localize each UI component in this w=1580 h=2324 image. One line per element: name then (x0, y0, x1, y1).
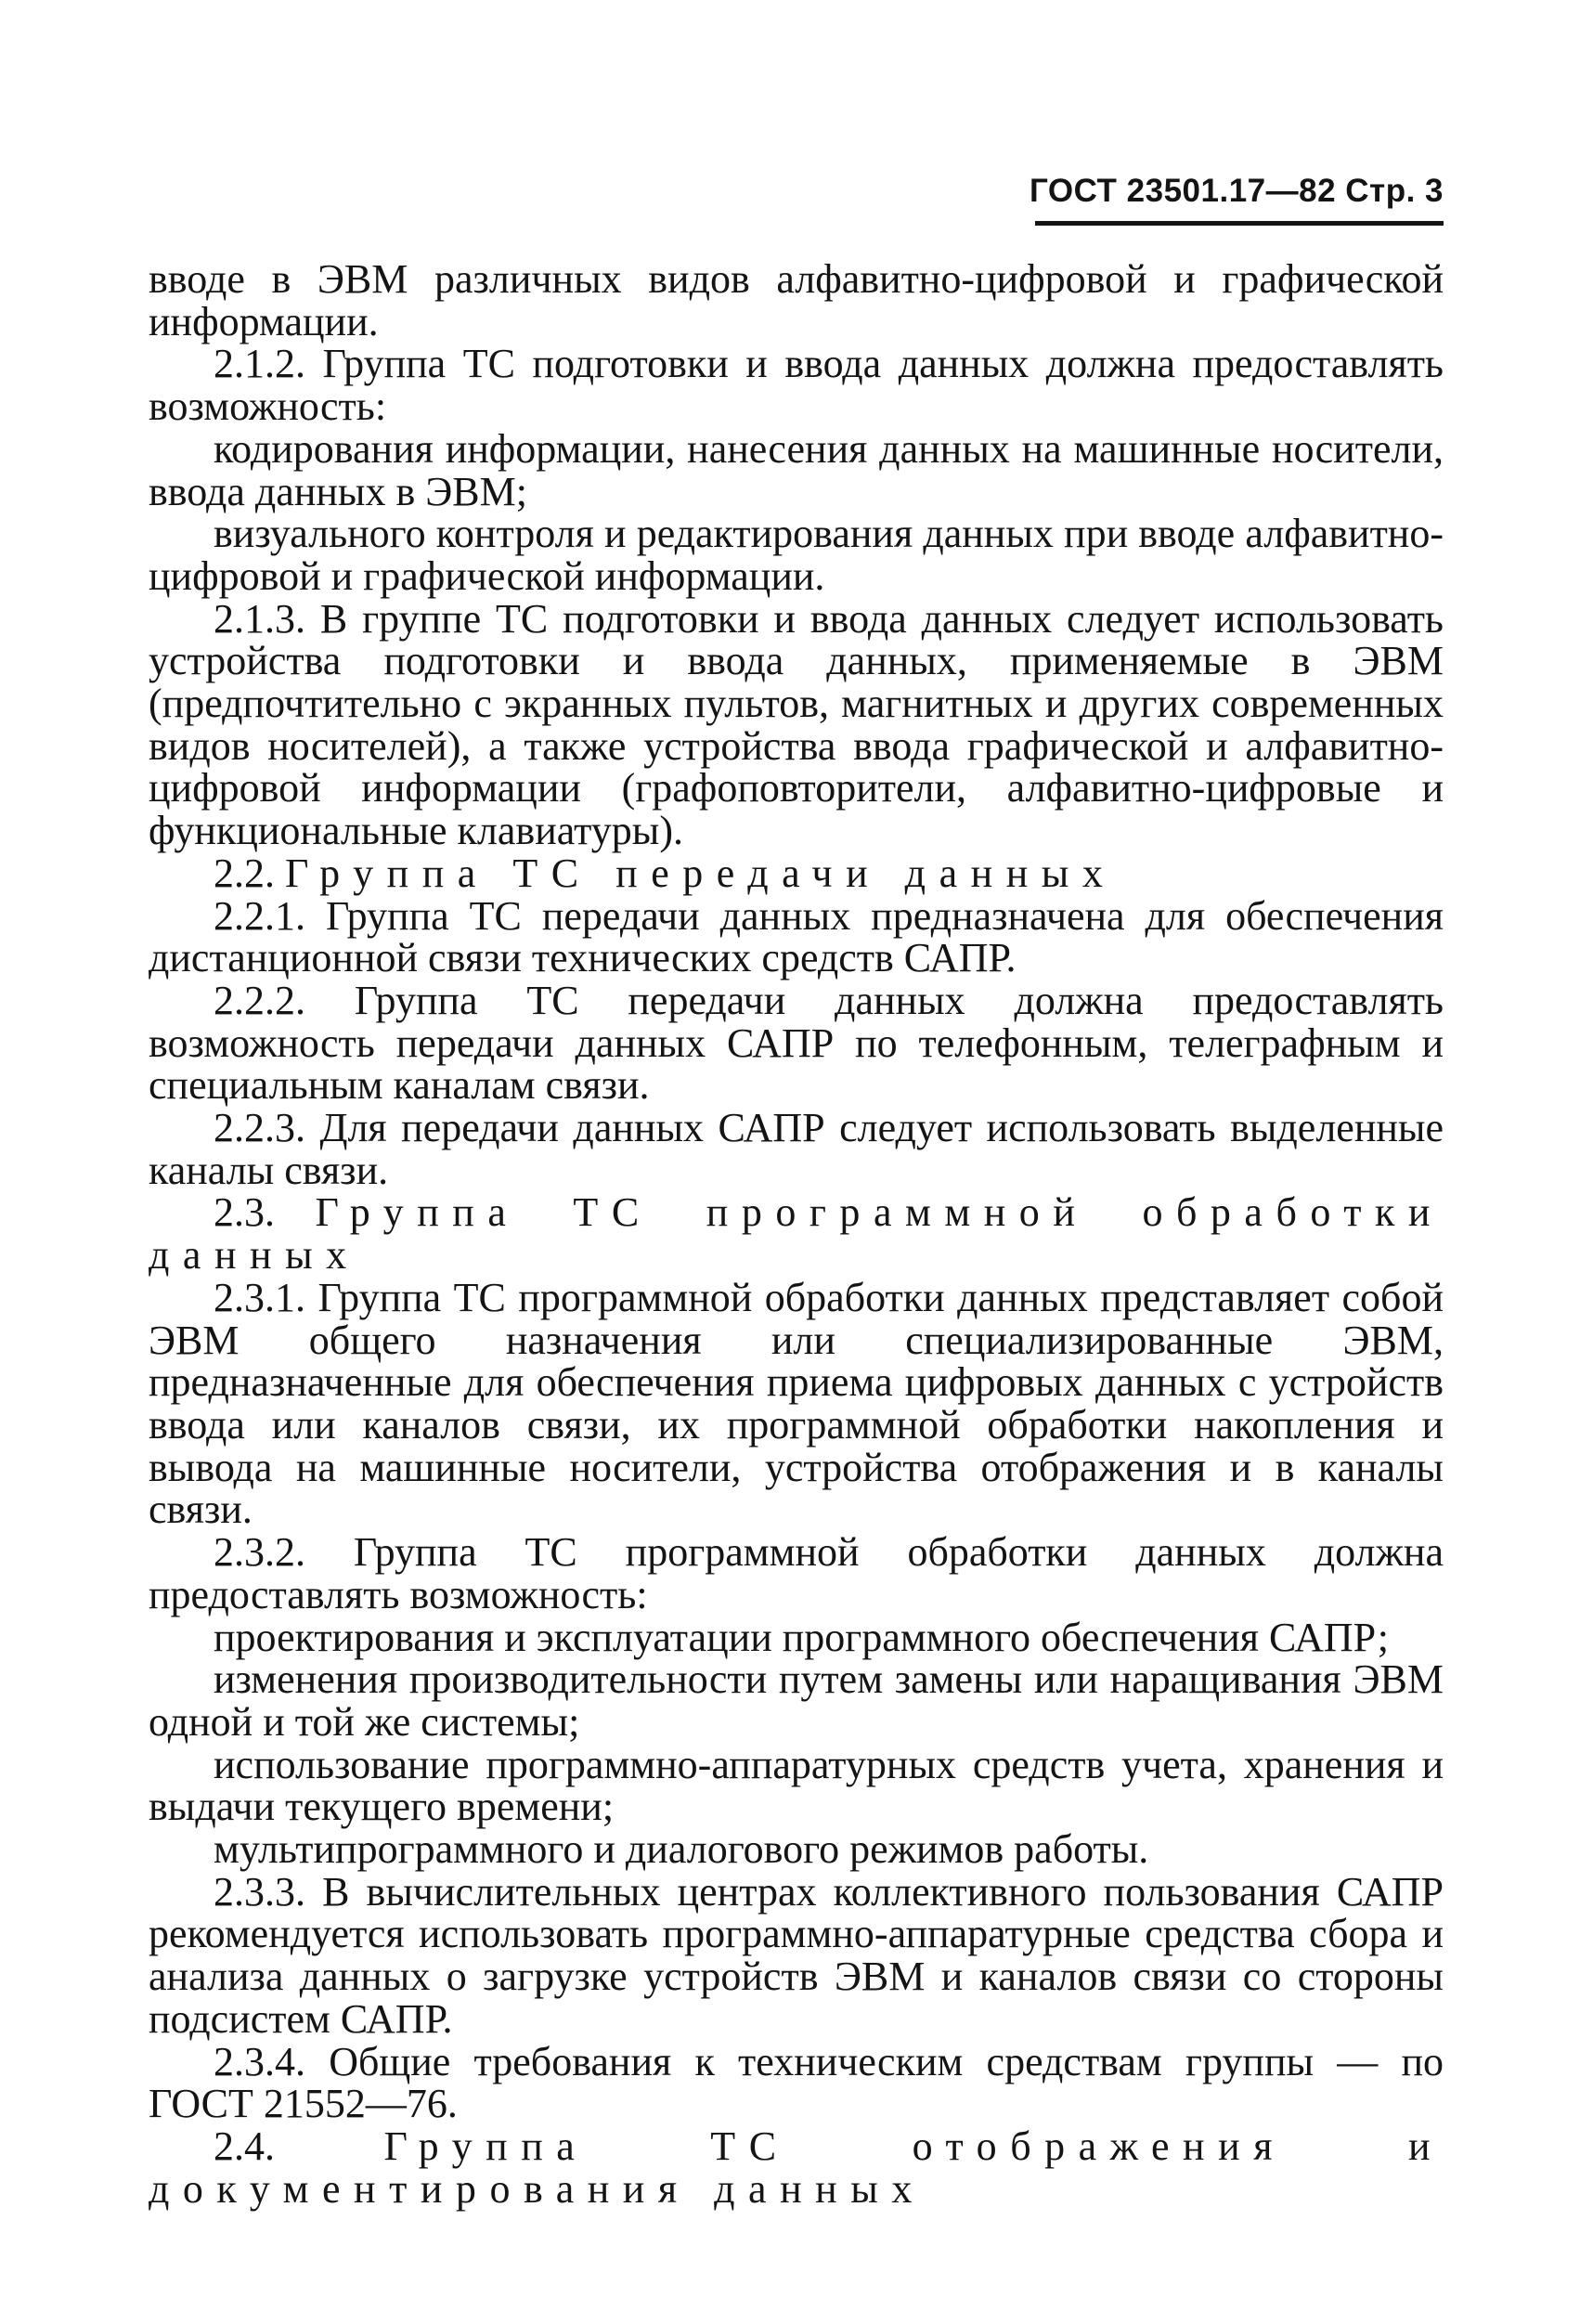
section-heading (149, 1189, 1444, 1279)
paragraph: 2.2.2. Группа ТС передачи данных должна предоставлять возможность передачи данных САПР по телефонным, телеграфным и специальным каналам связи. (149, 977, 1444, 1109)
page-header-title: ГОСТ 23501.17—82 Стр. 3 (1030, 173, 1444, 209)
section-heading-title: Группа ТС программной обработки данных (149, 1189, 1444, 1279)
section-heading (149, 852, 1444, 895)
paragraph: 2.1.3. В группе ТС подготовки и ввода данных следует использовать устройства подготовки и ввода данных, применяемые в ЭВМ (предпочтительно с экранных пультов, магнитных и других современных видов носителей), а также устройства ввода графической и алфавитно-цифровой информации (графоповторители, алфавитно-цифровые и функциональные клавиатуры). (149, 595, 1444, 854)
paragraph: 2.1.2. Группа ТС подготовки и ввода данных должна предоставлять возможность: (149, 341, 1444, 430)
paragraph: изменения производительности путем замены или наращивания ЭВМ одной и той же системы; (149, 1656, 1444, 1745)
paragraph: 2.3.4. Общие требования к техническим средствам группы — по ГОСТ 21552—76. (149, 2038, 1444, 2127)
paragraph: вводе в ЭВМ различных видов алфавитно-цифровой и графической информации. (149, 256, 1444, 344)
section-heading (149, 2125, 1444, 2210)
paragraph: 2.3.1. Группа ТС программной обработки данных представляет собой ЭВМ общего назначения или специализированные ЭВМ, предназначенные для обеспечения приема цифровых данных с устройств ввода или каналов связи, их программной обработки накопления и вывода на машинные носители, устройства отображения и в каналы связи. (149, 1274, 1444, 1533)
paragraph: визуального контроля и редактирования данных при вводе алфавитно-цифровой и графической информации. (149, 511, 1444, 599)
paragraph: 2.3.3. В вычислительных центрах коллективного пользования САПР рекомендуется использовать программно-аппаратурные средства сбора и анализа данных о загрузке устройств ЭВМ и каналов связи со стороны подсистем САПР. (149, 1868, 1444, 2042)
section-heading-number: 2.4. (214, 2123, 275, 2169)
header-rule (1035, 221, 1444, 226)
paragraph: 2.2.1. Группа ТС передачи данных предназначена для обеспечения дистанционной связи технических средств САПР. (149, 892, 1444, 981)
section-heading-title: Группа ТС передачи данных (285, 850, 1117, 896)
paragraph: 2.2.3. Для передачи данных САПР следует использовать выделенные каналы связи. (149, 1105, 1444, 1193)
document-body (149, 258, 1444, 2210)
paragraph: использование программно-аппаратурных средств учета, хранения и выдачи текущего времени; (149, 1741, 1444, 1830)
paragraph: 2.3.2. Группа ТС программной обработки данных должна предоставлять возможность: (149, 1529, 1444, 1617)
paragraph: кодирования информации, нанесения данных на машинные носители, ввода данных в ЭВМ; (149, 425, 1444, 514)
paragraph: мультипрограммного и диалогового режимов работы. (214, 1826, 1149, 1873)
paragraph: проектирования и эксплуатации программного обеспечения САПР; (214, 1614, 1390, 1660)
section-heading-number: 2.2. (214, 850, 275, 896)
section-heading-number: 2.3. (214, 1189, 275, 1236)
section-heading-title: Группа ТС отображения и документирования данных (149, 2123, 1444, 2212)
page-header (1030, 173, 1444, 232)
